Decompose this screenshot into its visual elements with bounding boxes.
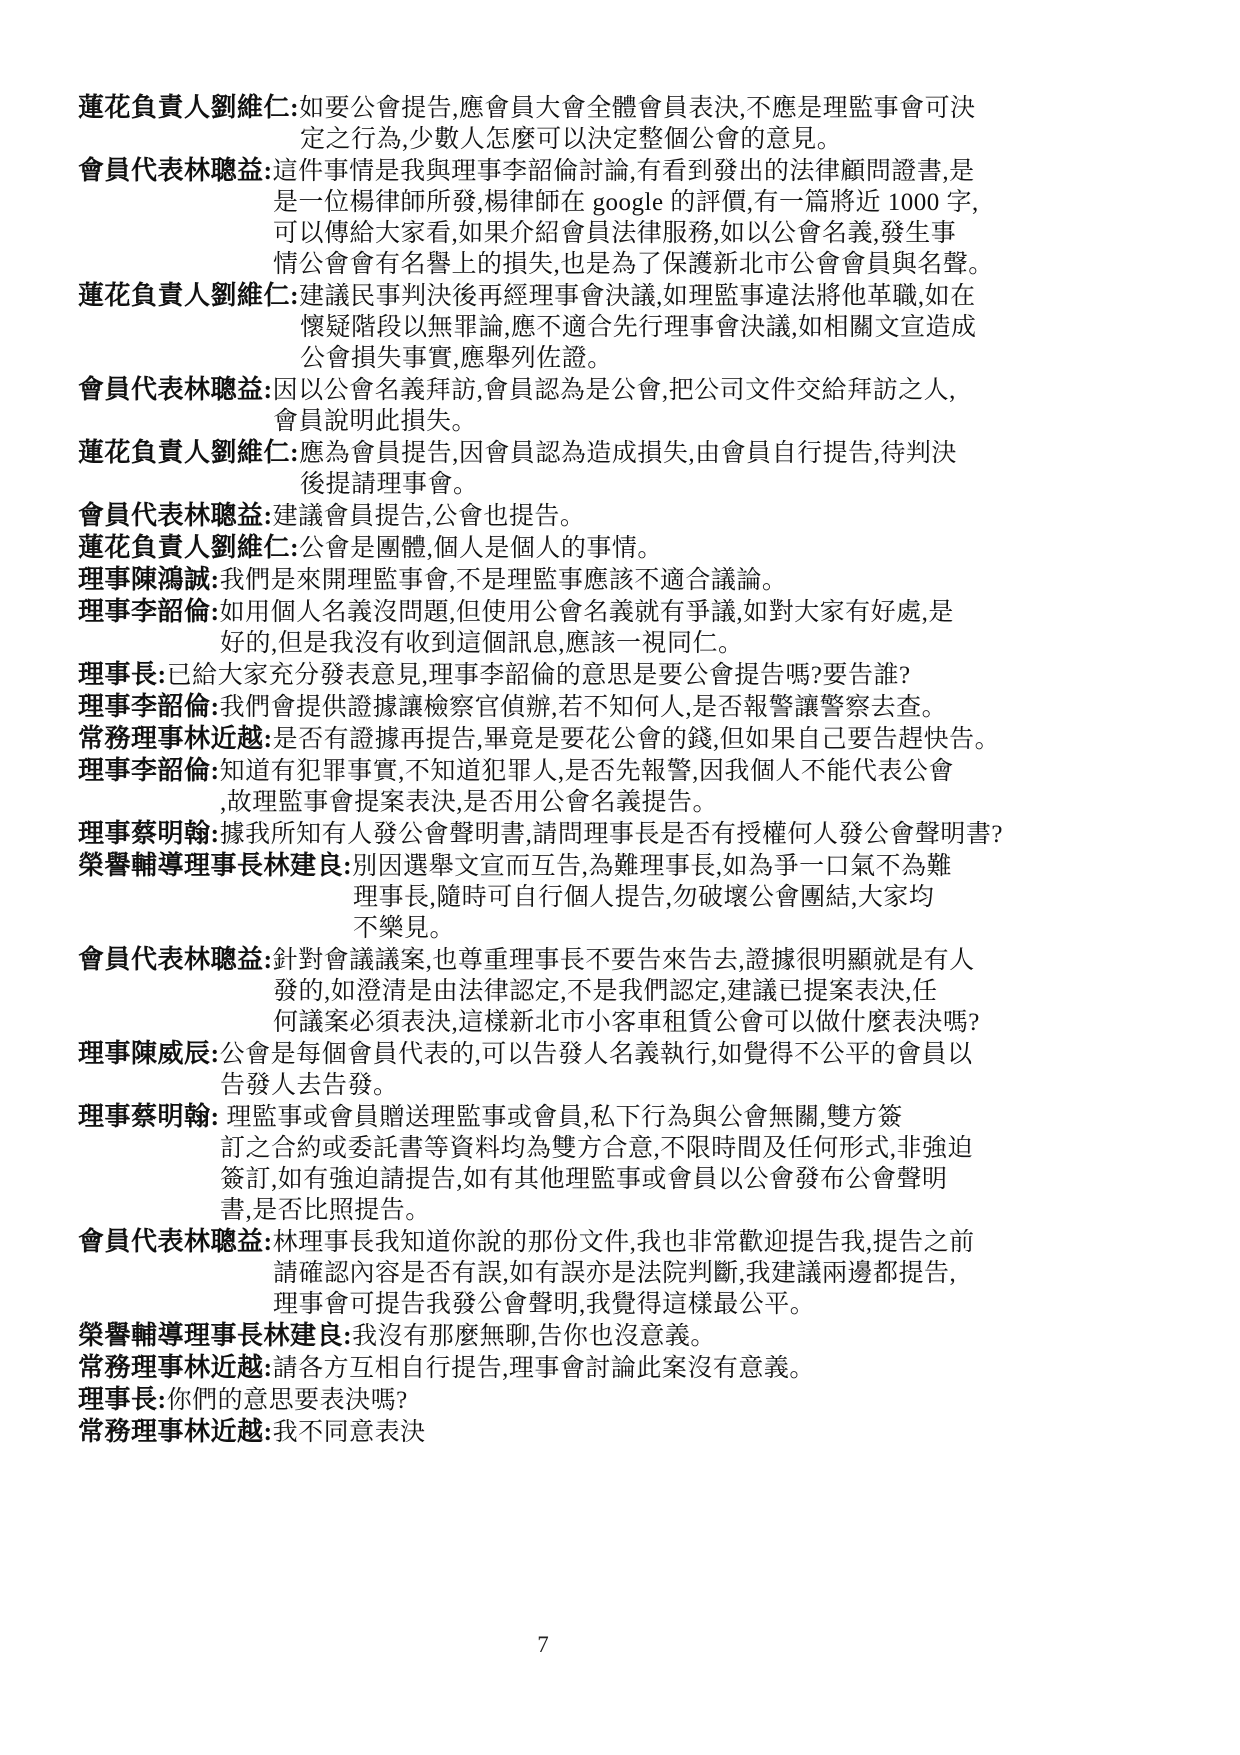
speaker-label: 榮譽輔導理事長林建良: — [78, 1321, 353, 1350]
statement-text: 公會是每個會員代表的,可以告發人名義執行,如覺得不公平的會員以 告發人去告發。 — [219, 1041, 973, 1099]
speaker-label: 蓮花負責人劉維仁: — [78, 438, 300, 467]
speaker-label: 蓮花負責人劉維仁: — [78, 533, 300, 562]
speaker-label: 理事蔡明翰: — [78, 1102, 220, 1131]
transcript-entry — [78, 1416, 1186, 1448]
speaker-label: 常務理事林近越: — [78, 1353, 273, 1382]
statement-text: 這件事情是我與理事李韶倫討論,有看到發出的法律顧問證書,是 是一位楊律師所發,楊律師在 google 的評價,有一篇將近 1000 字, 可以傳給大家看,如果介紹會員法律服務,如以公會名義,發生事 情公會會有名譽上的損失,也是為了保護新北市公會會員與名聲。 — [272, 158, 994, 278]
transcript-entry — [78, 564, 1186, 596]
statement-text: 知道有犯罪事實,不知道犯罪人,是否先報警,因我個人不能代表公會 ,故理監事會提案表決,是否用公會名義提告。 — [219, 758, 954, 816]
transcript-entry — [78, 1038, 1186, 1101]
transcript-entry — [78, 280, 1186, 374]
transcript-entry — [78, 691, 1186, 723]
statement-text: 你們的意思要表決嗎? — [166, 1387, 408, 1414]
statement-text: 請各方互相自行提告,理事會討論此案沒有意義。 — [272, 1355, 815, 1382]
speaker-label: 理事李韶倫: — [78, 756, 220, 785]
statement-text: 別因選舉文宣而互告,為難理事長,如為爭一口氣不為難 理事長,隨時可自行個人提告,勿破壞公會團結,大家均 不樂見。 — [352, 853, 953, 942]
statement-text: 我們是來開理監事會,不是理監事應該不適合議論。 — [219, 567, 788, 594]
statement-text: 我沒有那麼無聊,告你也沒意義。 — [352, 1323, 716, 1350]
statement-text: 因以公會名義拜訪,會員認為是公會,把公司文件交給拜訪之人, 會員說明此損失。 — [272, 377, 956, 435]
transcript-entry — [78, 500, 1186, 532]
transcript-entry — [78, 850, 1186, 944]
speaker-label: 會員代表林聰益: — [78, 945, 273, 974]
transcript-entry — [78, 659, 1186, 691]
transcript-entry — [78, 374, 1186, 437]
transcript-entry — [78, 723, 1186, 755]
page-number: 7 — [537, 1632, 549, 1657]
speaker-label: 理事陳鴻誠: — [78, 565, 220, 594]
page-footer — [0, 1632, 1086, 1658]
statement-text: 應為會員提告,因會員認為造成損失,由會員自行提告,待判決 後提請理事會。 — [299, 440, 957, 498]
statement-text: 建議民事判決後再經理事會決議,如理監事違法將他革職,如在 懷疑階段以無罪論,應不適合先行理事會決議,如相關文宣造成 公會損失事實,應舉列佐證。 — [299, 283, 977, 372]
transcript — [78, 92, 1186, 1448]
transcript-entry — [78, 437, 1186, 500]
speaker-label: 理事蔡明翰: — [78, 819, 220, 848]
speaker-label: 理事李韶倫: — [78, 597, 220, 626]
speaker-label: 會員代表林聰益: — [78, 156, 273, 185]
statement-text: 如用個人名義沒問題,但使用公會名義就有爭議,如對大家有好處,是 好的,但是我沒有收到這個訊息,應該一視同仁。 — [219, 599, 954, 657]
transcript-entry — [78, 818, 1186, 850]
statement-text: 據我所知有人發公會聲明書,請問理事長是否有授權何人發公會聲明書? — [219, 821, 1004, 848]
transcript-entry — [78, 596, 1186, 659]
statement-text: 針對會議議案,也尊重理事長不要告來告去,證據很明顯就是有人 發的,如澄清是由法律認定,不是我們認定,建議已提案表決,任 何議案必須表決,這樣新北市小客車租賃公會可以做什麼表決嗎? — [272, 947, 980, 1036]
transcript-entry — [78, 755, 1186, 818]
transcript-entry — [78, 1352, 1186, 1384]
statement-text: 我們會提供證據讓檢察官偵辦,若不知何人,是否報警讓警察去查。 — [219, 694, 948, 721]
speaker-label: 會員代表林聰益: — [78, 1227, 273, 1256]
speaker-label: 會員代表林聰益: — [78, 501, 273, 530]
transcript-entry — [78, 155, 1186, 280]
statement-text: 理監事或會員贈送理監事或會員,私下行為與公會無關,雙方簽 訂之合約或委託書等資料均為雙方合意,不限時間及任何形式,非強迫 簽訂,如有強迫請提告,如有其他理監事或會員以公會發布公會聲明 書,是否比照提告。 — [219, 1104, 974, 1224]
speaker-label: 蓮花負責人劉維仁: — [78, 93, 300, 122]
transcript-entry — [78, 1101, 1186, 1226]
statement-text: 我不同意表決 — [272, 1419, 426, 1446]
speaker-label: 常務理事林近越: — [78, 1417, 273, 1446]
statement-text: 建議會員提告,公會也提告。 — [272, 503, 586, 530]
statement-text: 林理事長我知道你說的那份文件,我也非常歡迎提告我,提告之前 請確認內容是否有誤,如有誤亦是法院判斷,我建議兩邊都提告, 理事會可提告我發公會聲明,我覺得這樣最公平。 — [272, 1229, 975, 1318]
transcript-entry — [78, 532, 1186, 564]
transcript-entry — [78, 1320, 1186, 1352]
statement-text: 已給大家充分發表意見,理事李韶倫的意思是要公會提告嗎?要告誰? — [166, 662, 911, 689]
speaker-label: 常務理事林近越: — [78, 724, 273, 753]
transcript-entry — [78, 1226, 1186, 1320]
speaker-label: 榮譽輔導理事長林建良: — [78, 851, 353, 880]
speaker-label: 理事長: — [78, 1385, 167, 1414]
statement-text: 公會是團體,個人是個人的事情。 — [299, 535, 663, 562]
statement-text: 如要公會提告,應會員大會全體會員表決,不應是理監事會可決 定之行為,少數人怎麼可以決定整個公會的意見。 — [299, 95, 976, 153]
speaker-label: 理事長: — [78, 660, 167, 689]
statement-text: 是否有證據再提告,畢竟是要花公會的錢,但如果自己要告趕快告。 — [272, 726, 1001, 753]
transcript-entry — [78, 944, 1186, 1038]
transcript-entry — [78, 1384, 1186, 1416]
transcript-entry — [78, 92, 1186, 155]
speaker-label: 理事李韶倫: — [78, 692, 220, 721]
speaker-label: 蓮花負責人劉維仁: — [78, 281, 300, 310]
speaker-label: 會員代表林聰益: — [78, 375, 273, 404]
speaker-label: 理事陳威辰: — [78, 1039, 220, 1068]
